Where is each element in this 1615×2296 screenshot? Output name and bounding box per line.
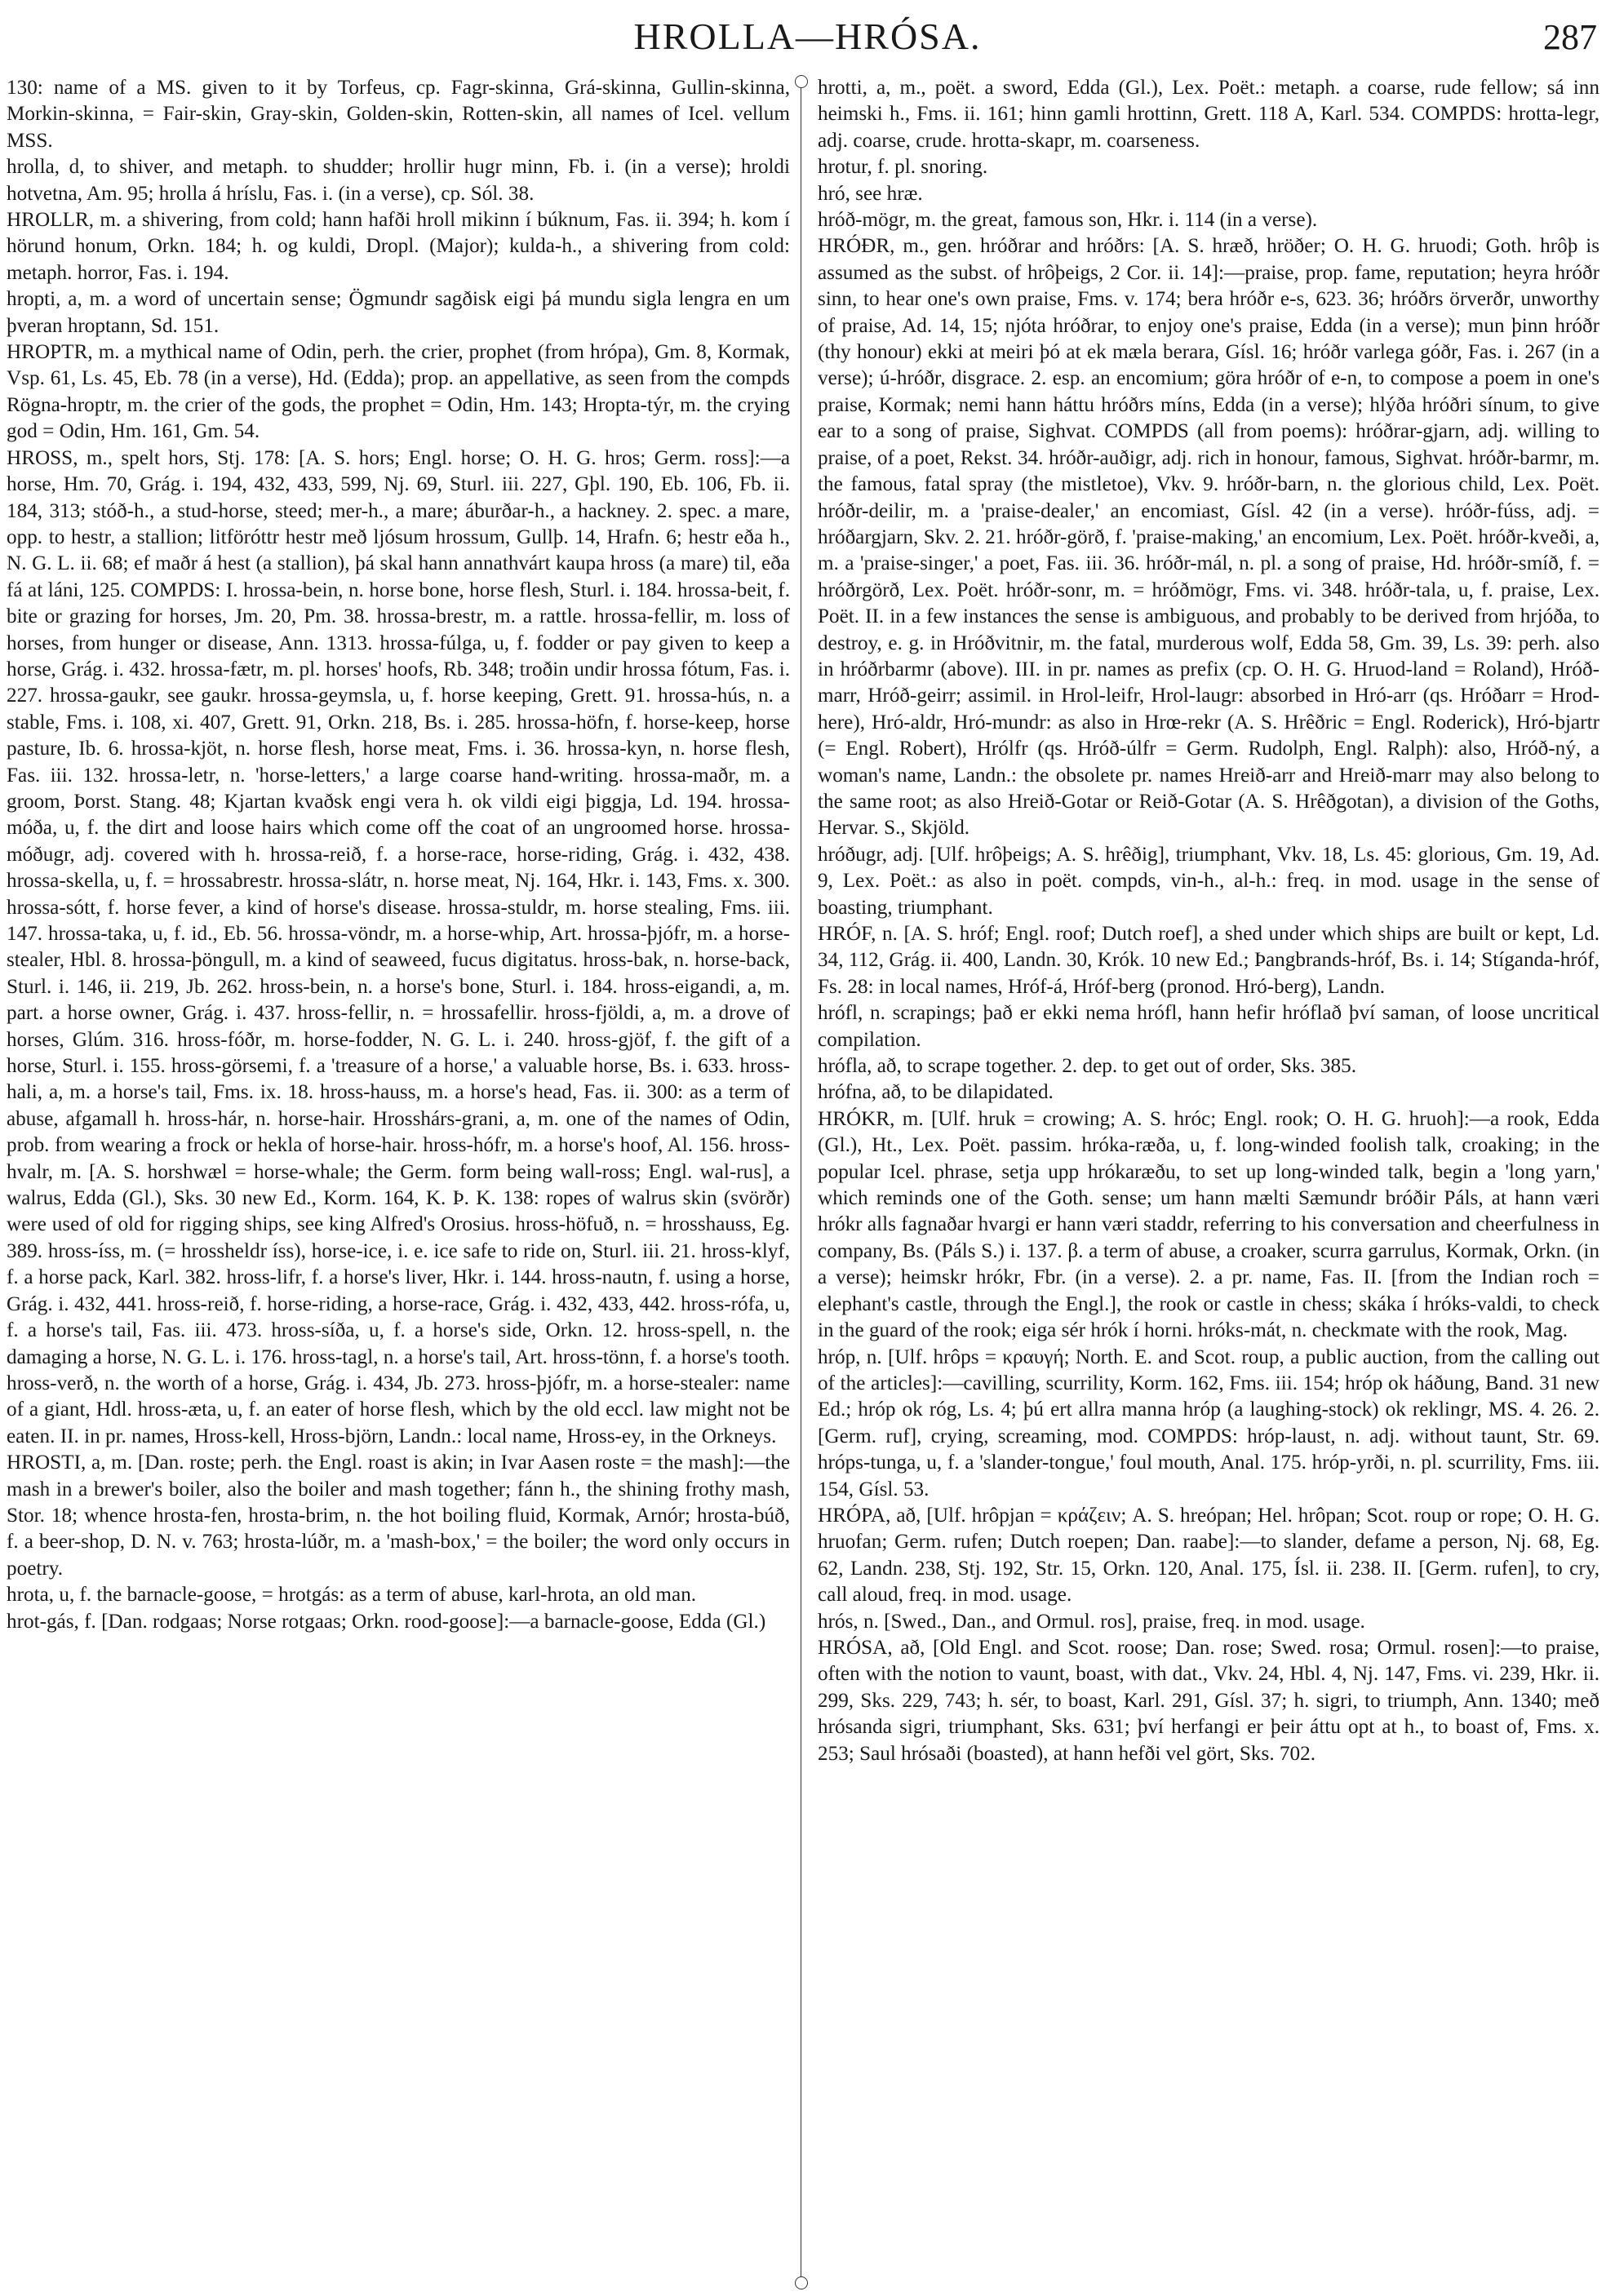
page-header bbox=[0, 15, 1615, 64]
dictionary-entry: HROLLR, m. a shivering, from cold; hann hafði hroll mikinn í búknum, Fas. ii. 394; h. kom í hörund honum, Orkn. 184; h. og kuldi, Dropl. (Major); kulda-h., a shivering from cold: metaph. horror, Fas. i. 194. bbox=[7, 209, 790, 284]
dictionary-entry: HRÓKR, m. [Ulf. hruk = crowing; A. S. hróc; Engl. rook; O. H. G. hruoh]:—a rook, Edda (Gl.), Ht., Lex. Poët. passim. hróka-ræða, u, f. long-winded foolish talk, croaking; in the popular Icel. phrase, setja upp hrókaræðu, to set up long-winded talk, begin a 'long yarn,' which reminds one of the Goth. sense; um hann mælti Sæmundr bróðir Páls, at hann væri hrókr alls fagnaðar hvargi er hann væri staddr, referring to his conversation and cheerfulness in company, Bs. (Páls S.) i. 137. β. a term of abuse, a croaker, scurra garrulus, Kormak, Orkn. (in a verse); heimskr hrókr, Fbr. (in a verse). 2. a pr. name, Fas. II. [from the Indian roch = elephant's castle, through the Engl.], the rook or castle in chess; skáka í hróks-valdi, to check in the guard of the rook; eiga sér hrók í horni. hróks-mát, n. checkmate with the rook, Mag. bbox=[818, 1107, 1599, 1342]
dictionary-entry: hrófl, n. scrapings; það er ekki nema hrófl, hann hefir hróflað því saman, of loose uncritical compilation. bbox=[818, 1002, 1599, 1051]
dictionary-entry: hróp, n. [Ulf. hrôps = κραυγή; North. E. and Scot. roup, a public auction, from the calling out of the articles]:—cavilling, scurrility, Korm. 162, Fms. iii. 154; hróp ok háðung, Band. 31 new Ed.; hróp ok róg, Ls. 4; þú ert allra manna hróp (a laughing-stock) ok reklingr, MS. 4. 26. 2. [Germ. ruf], crying, screaming, mod. COMPDS: hróp-laust, n. adj. without taunt, Str. 69. hróps-tunga, u, f. a 'slander-tongue,' foul mouth, Anal. 175. hróp-yrði, n. pl. scurrility, Fms. iii. 154, Gísl. 53. bbox=[818, 1345, 1599, 1500]
divider-ornament-bottom bbox=[795, 2276, 808, 2289]
running-title: HROLLA—HRÓSA. bbox=[633, 16, 982, 57]
dictionary-entry: hrotur, f. pl. snoring. bbox=[818, 156, 988, 179]
dictionary-entry: HROSS, m., spelt hors, Stj. 178: [A. S. hors; Engl. horse; O. H. G. hros; Germ. ross]:—a horse, Hm. 70, Grág. i. 194, 432, 433, 599, Nj. 69, Sturl. iii. 227, Gþl. 190, Eb. 106, Fb. ii. 184, 313; stóð-h., a stud-horse, steed; mer-h., a mare; áburðar-h., a hackney. 2. spec. a mare, opp. to hestr, a stallion; litföróttr hestr með ljósum hrossum, Gullþ. 14, Hrafn. 6; hestr eða h., N. G. L. ii. 68; ef maðr á hest (a stallion), þá skal hann annathvárt kaupa hross (a mare) til, eða fá at láni, 125. COMPDS: I. hrossa-bein, n. horse bone, horse flesh, Sturl. i. 184. hrossa-beit, f. bite or grazing for horses, Jm. 20, Pm. 38. hrossa-brestr, m. a rattle. hrossa-fellir, m. loss of horses, from hunger or disease, Ann. 1313. hrossa-fúlga, u, f. fodder or pay given to keep a horse, Grág. i. 432. hrossa-fætr, m. pl. horses' hoofs, Rb. 348; troðin undir hrossa fótum, Fas. i. 227. hrossa-gaukr, see gaukr. hrossa-geymsla, u, f. horse keeping, Grett. 91. hrossa-hús, n. a stable, Fms. i. 108, xi. 407, Grett. 91, Orkn. 218, Bs. i. 285. hrossa-höfn, f. horse-keep, horse pasture, Ib. 6. hrossa-kjöt, n. horse flesh, horse meat, Fms. i. 36. hrossa-kyn, n. horse flesh, Fas. iii. 132. hrossa-letr, n. 'horse-letters,' a large coarse hand-writing. hrossa-maðr, m. a groom, Þorst. Stang. 48; Kjartan kvaðsk engi vera h. ok vildi eigi þiggja, Ld. 194. hrossa-móða, u, f. the dirt and loose hairs which come off the coat of an ungroomed horse. hrossa-móðugr, adj. covered with h. hrossa-reið, f. a horse-race, horse-riding, Grág. i. 432, 438. hrossa-skella, u, f. = hrossabrestr. hrossa-slátr, n. horse meat, Nj. 164, Hkr. i. 143, Fms. x. 300. hrossa-sótt, f. horse fever, a kind of horse's disease. hrossa-stuldr, m. horse stealing, Fms. iii. 147. hrossa-taka, u, f. id., Eb. 56. hrossa-vöndr, m. a horse-whip, Art. hrossa-þjófr, m. a horse-stealer, Hbl. 8. hrossa-þöngull, m. a kind of seaweed, fucus digitatus. hross-bak, n. horse-back, Sturl. i. 146, ii. 219, Jb. 262. hross-bein, n. a horse's bone, Sturl. i. 184. hross-eigandi, a, m. part. a horse owner, Grág. i. 437. hross-fellir, n. = hrossafellir. hross-fjöldi, a, m. a drove of horses, Glúm. 316. hross-fóðr, m. horse-fodder, N. G. L. i. 240. hross-gjöf, f. the gift of a horse, Sturl. i. 155. hross-görsemi, f. a 'treasure of a horse,' a valuable horse, Bs. i. 633. hross-hali, a, m. a horse's tail, Fms. ix. 18. hross-hauss, m. a horse's head, Fas. ii. 300: as a term of abuse, afgamall h. hross-hár, n. horse-hair. Hrosshárs-grani, a, m. one of the names of Odin, prob. from wearing a frock or hekla of horse-hair. hross-hófr, m. a horse's hoof, Al. 156. hross-hvalr, m. [A. S. horshwæl = horse-whale; the Germ. form being wall-ross; Engl. wal-rus], a walrus, Edda (Gl.), Sks. 30 new Ed., Korm. 164, K. Þ. K. 138: ropes of walrus skin (svörðr) were used of old for rigging ships, see king Alfred's Orosius. hross-höfuð, n. = hrosshauss, Eg. 389. hross-íss, m. (= hrossheldr íss), horse-ice, i. e. ice safe to ride on, Sturl. iii. 21. hross-klyf, f. a horse pack, Karl. 382. hross-lifr, f. a horse's liver, Hkr. i. 144. hross-nautn, f. using a horse, Grág. i. 432, 441. hross-reið, f. horse-riding, a horse-race, Grág. i. 432, 433, 442. hross-rófa, u, f. a horse's tail, Fas. iii. 473. hross-síða, u, f. a horse's side, Orkn. 12. hross-spell, n. the damaging a horse, N. G. L. i. 176. hross-tagl, n. a horse's tail, Art. hross-tönn, f. a horse's tooth. hross-verð, n. the worth of a horse, Grág. i. 434, Jb. 273. hross-þjófr, m. a horse-stealer: name of a giant, Hdl. hross-æta, u, f. an eater of horse flesh, which by the old eccl. law might not be eaten. II. in pr. names, Hross-kell, Hross-björn, Landn.: local name, Hross-ey, in the Orkneys. bbox=[7, 446, 790, 1447]
dictionary-entry: hróð-mögr, m. the great, famous son, Hkr. i. 114 (in a verse). bbox=[818, 209, 1318, 232]
dictionary-entry: hrós, n. [Swed., Dan., and Ormul. ros], praise, freq. in mod. usage. bbox=[818, 1610, 1365, 1633]
dictionary-entry: hrotti, a, m., poët. a sword, Edda (Gl.), Lex. Poët.: metaph. a coarse, rude fellow; sá inn heimski h., Fms. ii. 161; hinn gamli hrottinn, Grett. 118 A, Karl. 534. COMPDS: hrotta-legr, adj. coarse, crude. hrotta-skapr, m. coarseness. bbox=[818, 77, 1599, 152]
dictionary-entry: HRÓPA, að, [Ulf. hrôpjan = κράζειν; A. S. hreópan; Hel. hrôpan; Scot. roup or rope; O. H. G. hruofan; Germ. rufen; Dutch roepen; Dan. raabe]:—to slander, defame a person, Nj. 68, Eg. 62, Landn. 238, Stj. 192, Str. 15, Orkn. 120, Anal. 175, Ísl. ii. 238. II. [Germ. rufen], to cry, call aloud, freq. in mod. usage. bbox=[818, 1504, 1599, 1607]
dictionary-entry: hrófna, að, to be dilapidated. bbox=[818, 1081, 1054, 1104]
dictionary-entry: HROPTR, m. a mythical name of Odin, perh. the crier, prophet (from hrópa), Gm. 8, Kormak, Vsp. 61, Ls. 45, Eb. 78 (in a verse), Hd. (Edda); prop. an appellative, as seen from the compds Rögna-hroptr, m. the crier of the gods, the prophet = Odin, Hm. 143; Hropta-týr, m. the crying god = Odin, Hm. 161, Gm. 54. bbox=[7, 341, 790, 443]
dictionary-entry: 130: name of a MS. given to it by Torfeus, cp. Fagr-skinna, Grá-skinna, Gullin-skinna, Morkin-skinna, = Fair-skin, Gray-skin, Golden-skin, Rotten-skin, all names of Icel. vellum MSS. bbox=[7, 77, 790, 152]
dictionary-entry: hrolla, d, to shiver, and metaph. to shudder; hrollir hugr minn, Fb. i. (in a verse); hroldi hotvetna, Am. 95; hrolla á hríslu, Fas. i. (in a verse), cp. Sól. 38. bbox=[7, 156, 790, 205]
dictionary-entry: hró, see hræ. bbox=[818, 182, 923, 205]
dictionary-entry: hropti, a, m. a word of uncertain sense; Ögmundr sagðisk eigi þá mundu sigla lengra en um þveran hroptann, Sd. 151. bbox=[7, 288, 790, 337]
divider-ornament-top bbox=[795, 75, 808, 88]
dictionary-entry: HRÓSA, að, [Old Engl. and Scot. roose; Dan. rose; Swed. rosa; Ormul. rosen]:—to praise, often with the notion to vaunt, boast, with dat., Vkv. 24, Hbl. 4, Nj. 147, Fms. vi. 239, Hkr. ii. 299, Sks. 229, 743; h. sér, to boast, Karl. 291, Gísl. 37; h. sigri, to triumph, Ann. 1340; með hrósanda sigri, triumphant, Sks. 631; því herfangi er þeir áttu opt at h., to boast of, Fms. x. 253; Saul hrósaði (boasted), at hann hefði vel gört, Sks. 702. bbox=[818, 1636, 1599, 1765]
left-column bbox=[7, 75, 790, 2286]
dictionary-entry: hróðugr, adj. [Ulf. hrôþeigs; A. S. hrêðig], triumphant, Vkv. 18, Ls. 45: glorious, Gm. 19, Ad. 9, Lex. Poët.: as also in poët. compds, vin-h., al-h.: freq. in mod. usage in the sense of boasting, triumphant. bbox=[818, 843, 1599, 919]
dictionary-entry: hrófla, að, to scrape together. 2. dep. to get out of order, Sks. 385. bbox=[818, 1055, 1357, 1078]
dictionary-entry: HROSTI, a, m. [Dan. roste; perh. the Engl. roast is akin; in Ivar Aasen roste = the mash]:—the mash in a brewer's boiler, also the boiler and mash together; fánn h., the shining frothy mash, Stor. 18; whence hrosta-fen, hrosta-brim, n. the hot boiling fluid, Kormak, Arnór; hrosta-búð, f. a beer-shop, D. N. v. 763; hrosta-lúðr, m. a 'mash-box,' = the boiler; the word only occurs in poetry. bbox=[7, 1452, 790, 1580]
dictionary-entry: hrot-gás, f. [Dan. rodgaas; Norse rotgaas; Orkn. rood-goose]:—a barnacle-goose, Edda (Gl.) bbox=[7, 1610, 766, 1633]
dictionary-entry: HRÓÐR, m., gen. hróðrar and hróðrs: [A. S. hræð, hröðer; O. H. G. hruodi; Goth. hrôþ is assumed as the subst. of hrôþeigs, 2 Cor. ii. 14]:—praise, prop. fame, reputation; heyra hróðr sinn, to hear one's own praise, Fms. v. 174; bera hróðr e-s, 623. 36; hróðrs örverðr, unworthy of praise, Ad. 14, 15; njóta hróðrar, to enjoy one's praise, Edda (in a verse); mun þinn hróðr (thy honour) ekki at meiri þó at ek mæla berara, Gísl. 16; hróðr varlega góðr, Fas. i. 267 (in a verse); ú-hróðr, disgrace. 2. esp. an encomium; göra hróðr of e-n, to compose a poem in one's praise, Kormak; nemi hann háttu hróðrs míns, Edda (in a verse); hlýða hróðri sínum, to give ear to a song of praise, Sighvat. COMPDS (all from poems): hróðrar-gjarn, adj. willing to praise, of a poet, Rekst. 34. hróðr-auðigr, adj. rich in honour, famous, Sighvat. hróðr-barmr, m. the famous, fatal spray (the mistletoe), Vkv. 9. hróðr-barn, n. the glorious child, Lex. Poët. hróðr-deilir, m. a 'praise-dealer,' an encomiast, Gísl. 42 (in a verse). hróðr-fúss, adj. = hróðargjarn, Skv. 2. 21. hróðr-görð, f. 'praise-making,' an encomium, Lex. Poët. hróðr-kveði, a, m. a 'praise-singer,' a poet, Fas. iii. 36. hróðr-mál, n. pl. a song of praise, Hd. hróðr-smíð, f. = hróðrgörð, Lex. Poët. hróðr-sonr, m. = hróðmögr, Fms. vi. 348. hróðr-tala, u, f. praise, Lex. Poët. II. in a few instances the sense is ambiguous, and probably to be derived from hrjóða, to destroy, e. g. in Hróðvitnir, m. the fatal, murderous wolf, Edda 58, Gm. 39, Ls. 39: perh. also in hróðrbarmr (above). III. in pr. names as prefix (cp. O. H. G. Hruod-land = Roland), Hróð-marr, Hróð-geirr; assimil. in Hrol-leifr, Hrol-laugr: absorbed in Hró-arr (qs. Hróðarr = Hrod-here), Hró-aldr, Hró-mundr: as also in Hrœ-rekr (A. S. Hrêðric = Engl. Roderick), Hró-bjartr (= Engl. Robert), Hrólfr (qs. Hróð-úlfr = Germ. Rudolph, Engl. Ralph): also, Hróð-ný, a woman's name, Landn.: the obsolete pr. names Hreið-arr and Hreið-marr may also belong to the same root; as also Hreið-Gotar or Reið-Gotar (A. S. Hrêðgotan), a division of the Goths, Hervar. S., Skjöld. bbox=[818, 235, 1599, 840]
dictionary-entry: hrota, u, f. the barnacle-goose, = hrotgás: as a term of abuse, karl-hrota, an old man. bbox=[7, 1584, 697, 1607]
right-column bbox=[818, 75, 1599, 2286]
page-number: 287 bbox=[1543, 17, 1597, 57]
dictionary-entry: HRÓF, n. [A. S. hróf; Engl. roof; Dutch roef], a shed under which ships are built or kept, Ld. 34, 112, Grág. ii. 400, Landn. 30, Krók. 10 new Ed.; Þangbrands-hróf, Bs. i. 14; Stíganda-hróf, Fs. 28: in local names, Hróf-á, Hróf-berg (pronod. Hró-berg), Landn. bbox=[818, 923, 1599, 998]
